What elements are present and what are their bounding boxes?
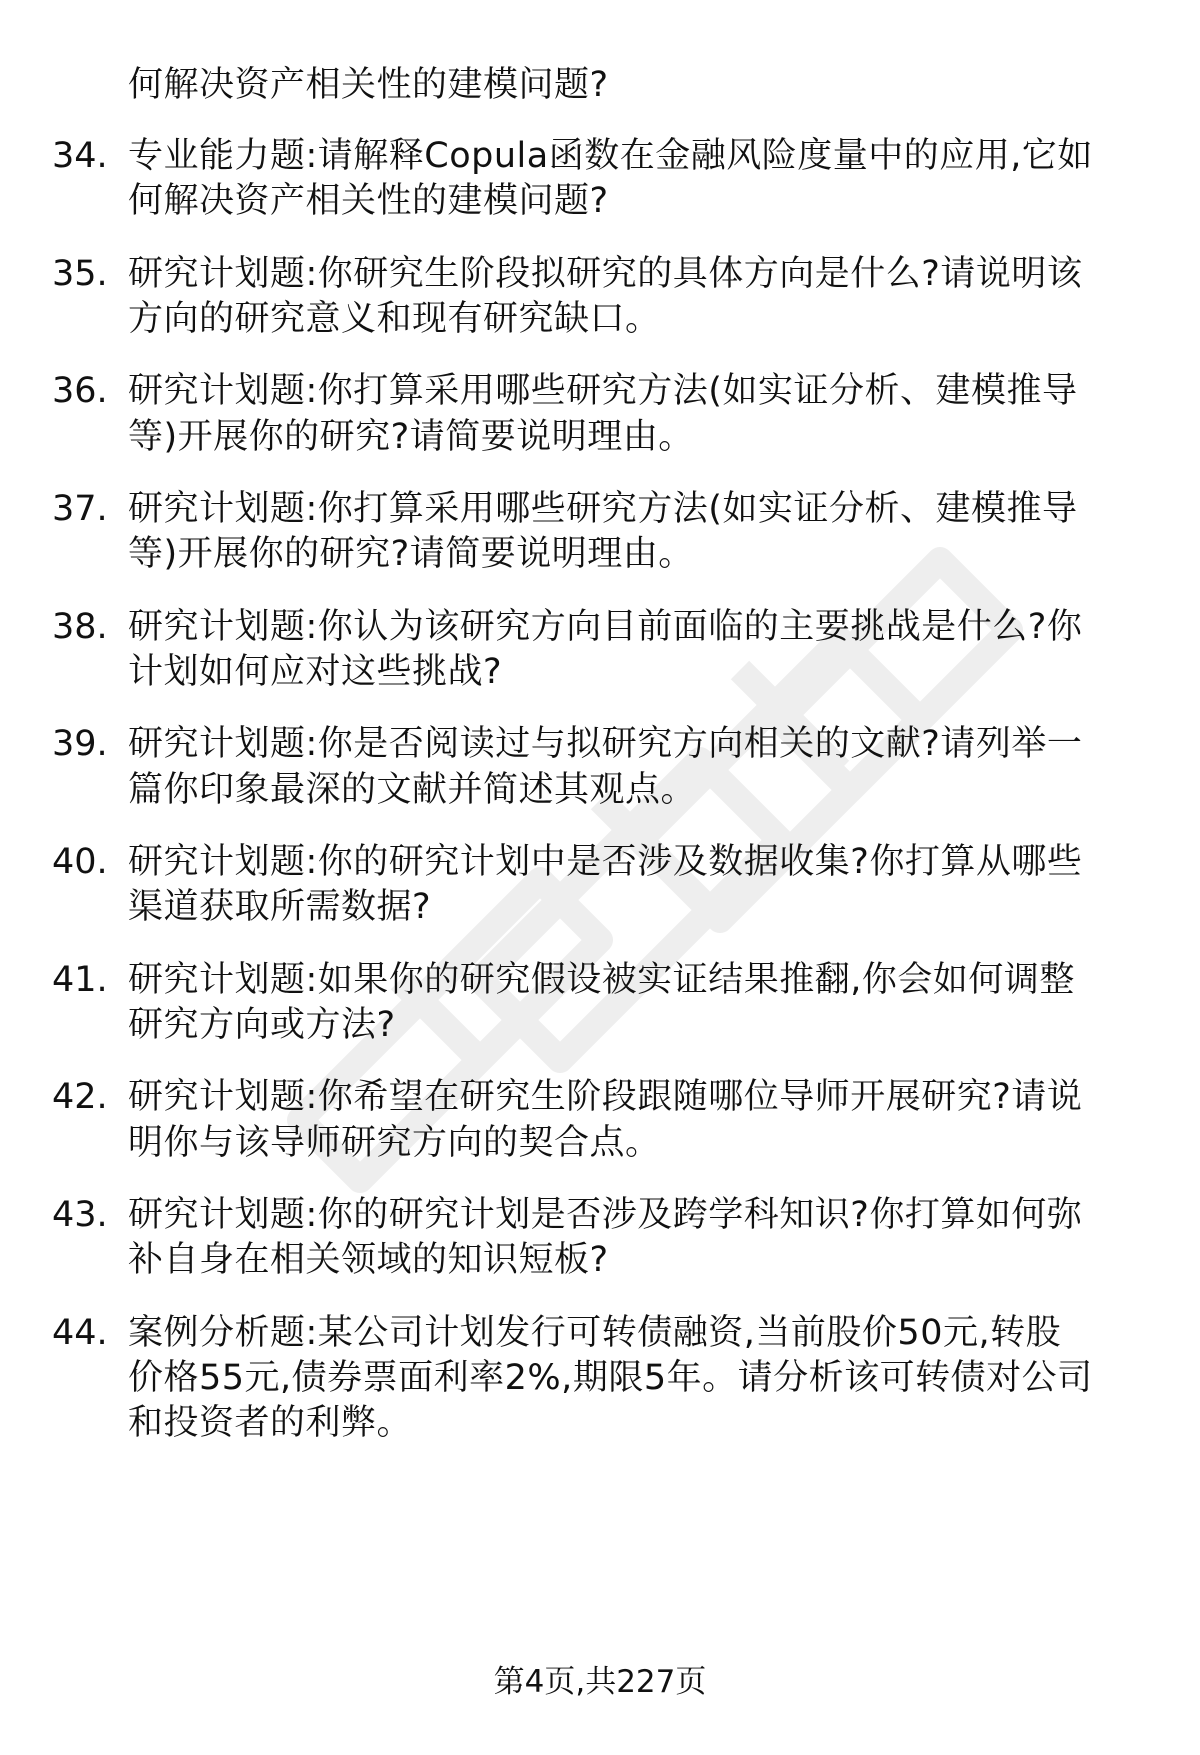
item-line: 研究计划题:你打算采用哪些研究方法(如实证分析、建模推导 [128, 489, 1078, 529]
item-number: 44. [52, 1313, 108, 1353]
item-line: 研究计划题:你希望在研究生阶段跟随哪位导师开展研究?请说 [128, 1077, 1083, 1117]
item-number: 38. [52, 607, 108, 647]
item-line: 等)开展你的研究?请简要说明理由。 [128, 534, 694, 574]
item-line: 研究方向或方法? [128, 1005, 396, 1045]
item-line: 研究计划题:你研究生阶段拟研究的具体方向是什么?请说明该 [128, 254, 1083, 294]
item-line: 计划如何应对这些挑战? [128, 652, 503, 692]
item-line: 补自身在相关领域的知识短板? [128, 1240, 609, 1280]
item-line: 明你与该导师研究方向的契合点。 [128, 1123, 661, 1163]
item-number: 37. [52, 489, 108, 529]
page-footer: 第4页,共227页 [493, 1664, 707, 1700]
item-line: 研究计划题:你认为该研究方向目前面临的主要挑战是什么?你 [128, 607, 1083, 647]
item-line: 案例分析题:某公司计划发行可转债融资,当前股价50元,转股 [128, 1313, 1062, 1353]
item-line: 专业能力题:请解释Copula函数在金融风险度量中的应用,它如 [128, 136, 1093, 176]
item-line: 研究计划题:你是否阅读过与拟研究方向相关的文献?请列举一 [128, 724, 1083, 764]
item-number: 39. [52, 724, 108, 764]
item-number: 40. [52, 842, 108, 882]
item-number: 41. [52, 960, 108, 1000]
item-line: 研究计划题:如果你的研究假设被实证结果推翻,你会如何调整 [128, 960, 1075, 1000]
item-line: 研究计划题:你的研究计划中是否涉及数据收集?你打算从哪些 [128, 842, 1083, 882]
item-number: 36. [52, 371, 108, 411]
item-line: 何解决资产相关性的建模问题? [128, 181, 609, 221]
item-line: 篇你印象最深的文献并简述其观点。 [128, 770, 697, 810]
item-line: 等)开展你的研究?请简要说明理由。 [128, 417, 694, 457]
item-number: 42. [52, 1077, 108, 1117]
item-line: 价格55元,债券票面利率2%,期限5年。请分析该可转债对公司 [128, 1358, 1093, 1398]
item-line: 方向的研究意义和现有研究缺口。 [128, 299, 661, 339]
item-line: 渠道获取所需数据? [128, 887, 432, 927]
continuation-line: 何解决资产相关性的建模问题? [128, 65, 609, 105]
item-number: 34. [52, 136, 108, 176]
item-number: 35. [52, 254, 108, 294]
item-line: 研究计划题:你打算采用哪些研究方法(如实证分析、建模推导 [128, 371, 1078, 411]
item-number: 43. [52, 1195, 108, 1235]
item-line: 研究计划题:你的研究计划是否涉及跨学科知识?你打算如何弥 [128, 1195, 1083, 1235]
item-line: 和投资者的利弊。 [128, 1403, 413, 1443]
